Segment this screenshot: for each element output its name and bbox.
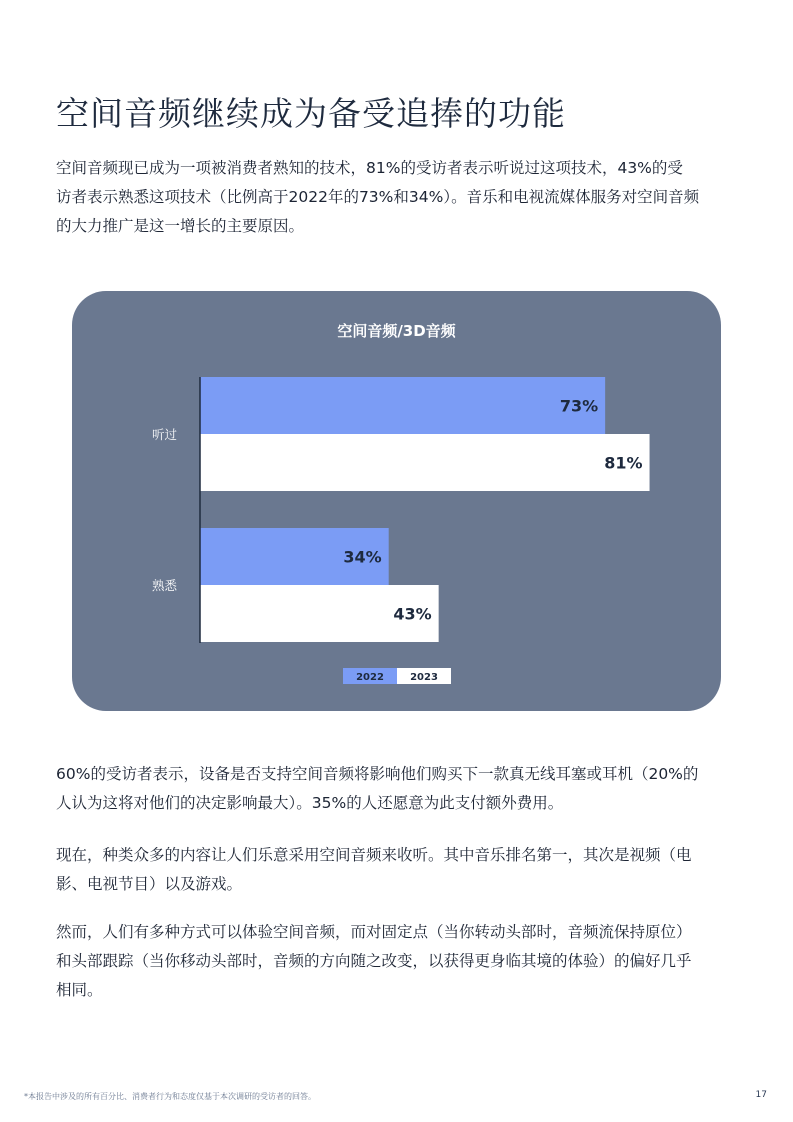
data-label-2023-1: 43% [393,604,432,624]
data-label-2023-0: 81% [604,453,643,473]
data-label-2022-0: 73% [559,396,599,416]
preference-line-3: 相同。 [56,981,103,999]
bar-chart [72,291,721,711]
intro-line-2: 访者表示熟悉这项技术（比例高于2022年的73%和34%）。音乐和电视流媒体服务对空间音频 [56,188,700,206]
category-label-1: 熟悉 [152,578,178,593]
content-line-2: 影、电视节目）以及游戏。 [56,875,243,893]
bar-2023-0 [200,434,650,491]
footnote: *本报告中涉及的所有百分比、消费者行为和态度仅基于本次调研的受访者的回答。 [24,1092,316,1101]
preference-line-1: 然而，人们有多种方式可以体验空间音频，而对固定点（当你转动头部时，音频流保持原位） [56,923,692,941]
data-label-2022-1: 34% [343,547,382,567]
chart-card [72,291,721,711]
preference-paragraph [56,918,726,1005]
legend-label-2023: 2023 [410,672,438,683]
preference-line-2: 和头部跟踪（当你移动头部时，音频的方向随之改变，以获得更身临其境的体验）的偏好几乎 [56,952,692,970]
purchase-line-2: 人认为这将对他们的决定影响最大）。35%的人还愿意为此支付额外费用。 [56,794,564,812]
page-number: 17 [755,1090,767,1100]
intro-line-1: 空间音频现已成为一项被消费者熟知的技术，81%的受访者表示听说过这项技术，43%的受 [56,159,683,177]
chart-title: 空间音频/3D音频 [337,322,456,340]
purchase-line-1: 60%的受访者表示，设备是否支持空间音频将影响他们购买下一款真无线耳塞或耳机（20%的 [56,765,699,783]
content-line-1: 现在，种类众多的内容让人们乐意采用空间音频来收听。其中音乐排名第一，其次是视频（电 [56,846,692,864]
purchase-paragraph [56,760,726,818]
intro-line-3: 的大力推广是这一增长的主要原因。 [56,217,305,235]
content-paragraph [56,841,726,899]
bar-2022-0 [200,377,605,434]
page-title: 空间音频继续成为备受追捧的功能 [56,94,566,133]
category-label-0: 听过 [152,427,178,442]
intro-paragraph [56,154,726,241]
legend-label-2022: 2022 [356,672,384,683]
